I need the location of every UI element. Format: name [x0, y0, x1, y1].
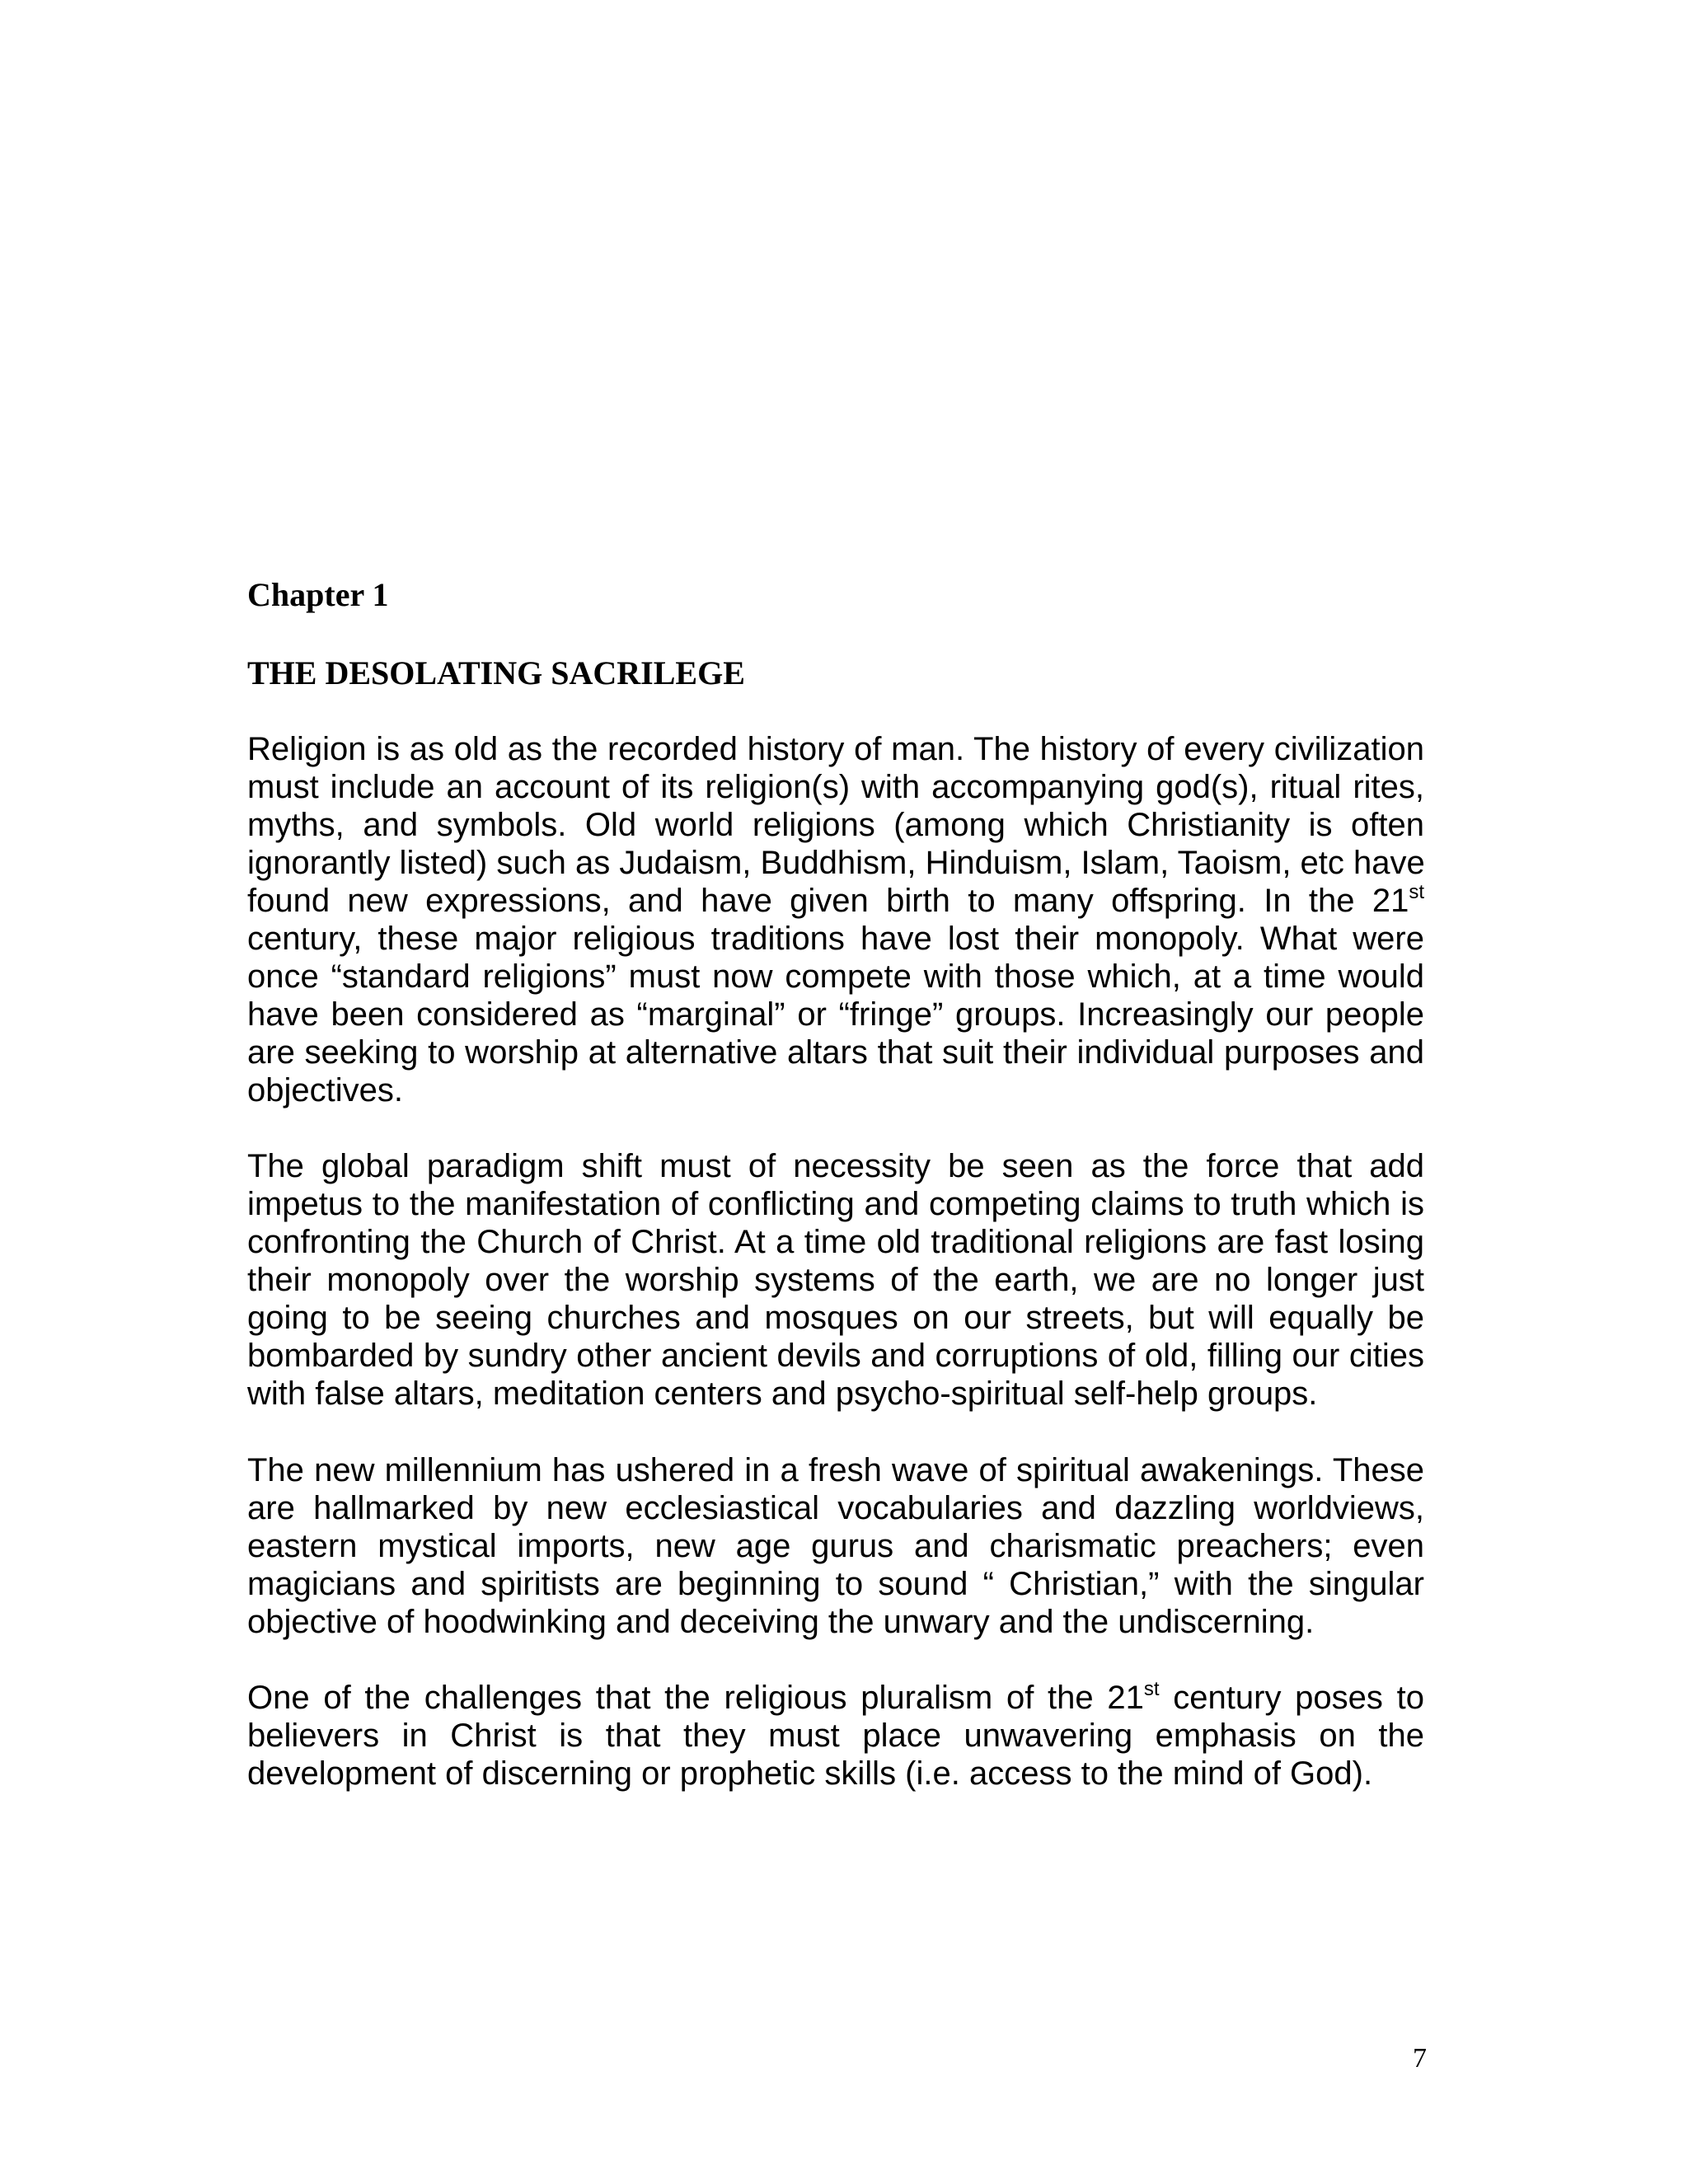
paragraph-line: magicians and spiritists are beginning to sound “ Christian,” with the singular — [247, 1566, 1424, 1602]
paragraph-line: objective of hoodwinking and deceiving the unwary and the undiscerning. — [247, 1604, 1315, 1640]
ordinal-superscript: st — [1143, 1678, 1160, 1700]
paragraph-1 — [247, 730, 1424, 1109]
paragraph-2 — [247, 1147, 1424, 1413]
page-number: 7 — [1413, 2043, 1427, 2074]
chapter-title: THE DESOLATING SACRILEGE — [247, 654, 745, 691]
paragraph-line: must include an account of its religion(s) with accompanying god(s), ritual rites, — [247, 769, 1424, 805]
paragraph-line: are hallmarked by new ecclesiastical vocabularies and dazzling worldviews, — [247, 1490, 1424, 1526]
paragraph-line-with-superscript — [247, 882, 1424, 920]
paragraph-line: have been considered as “marginal” or “fringe” groups. Increasingly our people — [247, 996, 1424, 1033]
paragraph-line: The global paradigm shift must of necessity be seen as the force that add — [247, 1148, 1424, 1184]
ordinal-superscript: st — [1409, 881, 1424, 903]
paragraph-line: impetus to the manifestation of conflicting and competing claims to truth which is — [247, 1186, 1424, 1222]
paragraph-line: are seeking to worship at alternative altars that suit their individual purposes and — [247, 1034, 1424, 1071]
paragraph-4 — [247, 1679, 1424, 1793]
paragraph-line: confronting the Church of Christ. At a time old traditional religions are fast losing — [247, 1224, 1424, 1260]
paragraph-line-with-superscript — [247, 1679, 1424, 1717]
paragraph-line: ignorantly listed) such as Judaism, Buddhism, Hinduism, Islam, Taoism, etc have — [247, 845, 1425, 881]
line-text: found new expressions, and have given birth to many offspring. In the 21 — [247, 883, 1409, 919]
paragraph-line: century, these major religious traditions have lost their monopoly. What were — [247, 921, 1424, 957]
line-text: One of the challenges that the religious pluralism of the 21 — [247, 1680, 1144, 1716]
paragraph-line: Religion is as old as the recorded history of man. The history of every civilization — [247, 731, 1424, 767]
paragraph-line: believers in Christ is that they must place unwavering emphasis on the — [247, 1718, 1424, 1754]
paragraph-3 — [247, 1451, 1424, 1641]
paragraph-line: eastern mystical imports, new age gurus and charismatic preachers; even — [247, 1528, 1424, 1564]
paragraph-line: with false altars, meditation centers and psycho-spiritual self-help groups. — [247, 1376, 1318, 1412]
paragraph-line: The new millennium has ushered in a fresh wave of spiritual awakenings. These — [247, 1452, 1424, 1488]
paragraph-line: bombarded by sundry other ancient devils and corruptions of old, filling our cities — [247, 1338, 1424, 1374]
paragraph-line: development of discerning or prophetic skills (i.e. access to the mind of God). — [247, 1755, 1373, 1792]
paragraph-line: once “standard religions” must now compete with those which, at a time would — [247, 958, 1424, 995]
paragraph-line: going to be seeing churches and mosques on our streets, but will equally be — [247, 1300, 1424, 1336]
chapter-label: Chapter 1 — [247, 576, 389, 613]
paragraph-line: their monopoly over the worship systems of the earth, we are no longer just — [247, 1262, 1424, 1298]
paragraph-line: myths, and symbols. Old world religions (among which Christianity is often — [247, 807, 1424, 843]
line-text: century poses to — [1159, 1680, 1424, 1716]
paragraph-line: objectives. — [247, 1072, 403, 1108]
